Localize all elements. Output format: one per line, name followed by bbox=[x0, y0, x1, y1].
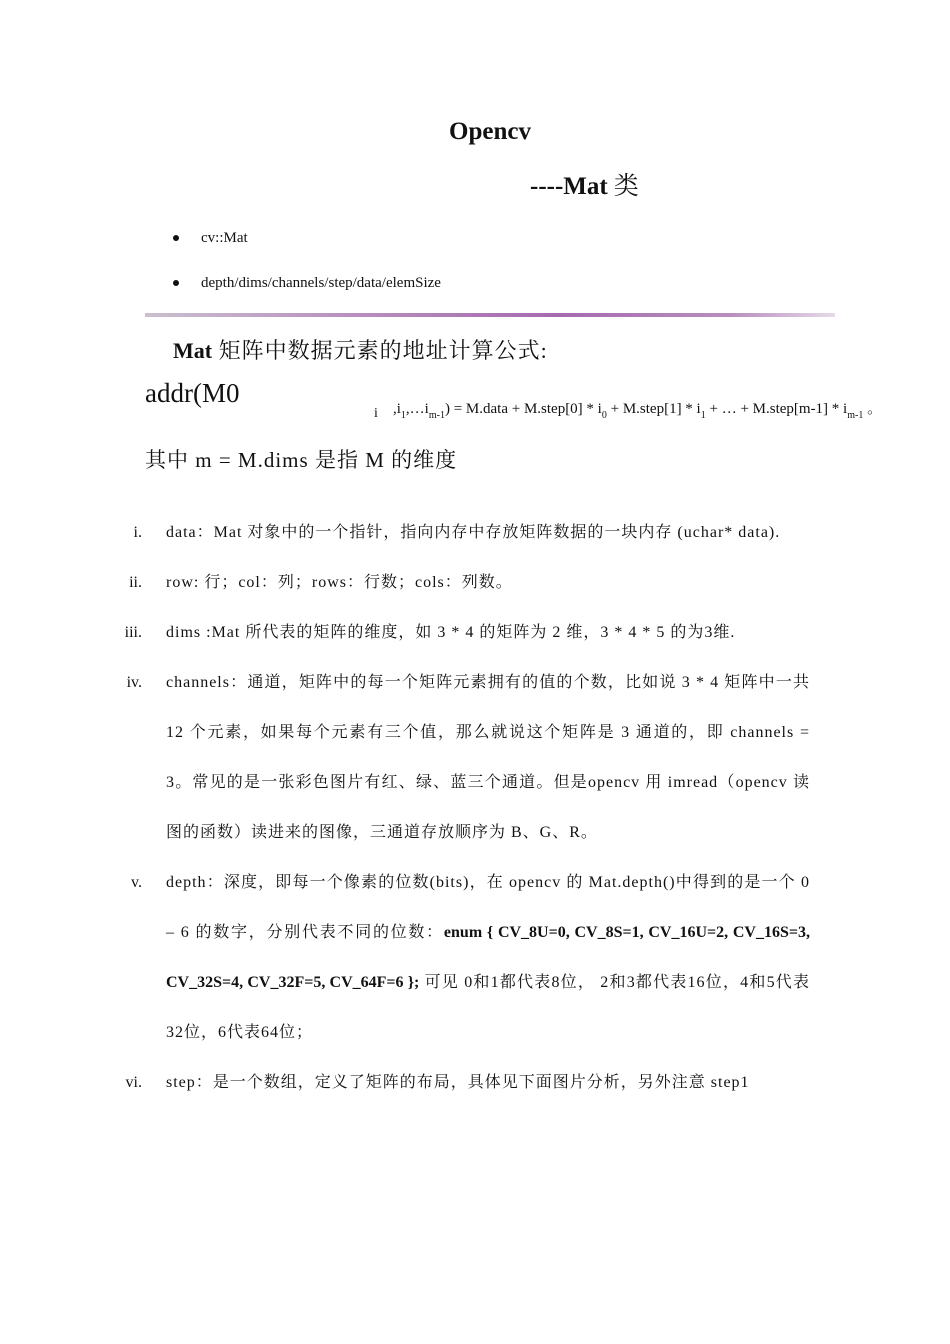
page-title: Opencv bbox=[449, 118, 531, 145]
formula-heading: Mat 矩阵中数据元素的地址计算公式: bbox=[173, 338, 548, 363]
list-item: depth/dims/channels/step/data/elemSize bbox=[170, 269, 441, 314]
section-divider bbox=[145, 313, 835, 317]
list-item bbox=[110, 508, 810, 558]
list-item bbox=[110, 608, 810, 658]
subtitle-cn: 类 bbox=[613, 173, 639, 200]
item-number: i. bbox=[133, 524, 142, 541]
page-subtitle bbox=[530, 166, 639, 202]
item-text: data：Mat 对象中的一个指针，指向内存中存放矩阵数据的一块内存 (uchar* data). bbox=[166, 524, 781, 541]
list-item: cv::Mat bbox=[170, 224, 441, 269]
formula-lhs: addr(M0 bbox=[145, 378, 240, 408]
address-formula bbox=[145, 378, 883, 428]
subtitle-bold: ----Mat bbox=[530, 173, 608, 200]
formula-expression: $,i_1,\dots i_{m-1}$) = M.data + M.step[0] * $i_0$ + M.step[1] * $i_1$ + … + M.step[m-1] * $i_{m-1}$ 。 bbox=[393, 401, 883, 421]
item-number: vi. bbox=[125, 1074, 142, 1091]
item-text: step：是一个数组，定义了矩阵的布局，具体见下面图片分析，另外注意 step1 bbox=[166, 1074, 750, 1091]
list-item bbox=[110, 858, 810, 1058]
item-number: v. bbox=[131, 874, 142, 891]
formula-index-i: i bbox=[374, 406, 378, 421]
item-text: channels：通道，矩阵中的每一个矩阵元素拥有的值的个数，比如说 3 * 4 矩阵中一共 12 个元素，如果每个元素有三个值，那么就说这个矩阵是 3 通道的，即 channels = 3。常见的是一张彩色图片有红、绿、蓝三个通道。但是opencv 用 imread（opencv 读图的函数）读进来的图像，三通道存放顺序为 B、G、R。 bbox=[166, 674, 810, 841]
item-number: ii. bbox=[129, 574, 142, 591]
list-item bbox=[110, 558, 810, 608]
item-number: iii. bbox=[124, 624, 142, 641]
formula-where-note: 其中 m = M.dims 是指 M 的维度 bbox=[145, 448, 458, 472]
item-text: dims :Mat 所代表的矩阵的维度，如 3 * 4 的矩阵为 2 维，3 * 4 * 5 的为3维. bbox=[166, 624, 736, 641]
item-text: row: 行；col：列；rows：行数；cols：列数。 bbox=[166, 574, 513, 591]
bullet-dot-icon bbox=[173, 235, 179, 241]
attribute-list bbox=[110, 508, 810, 1108]
bullet-dot-icon bbox=[173, 280, 179, 286]
list-item bbox=[110, 1058, 810, 1108]
item-number: iv. bbox=[126, 674, 142, 691]
list-item bbox=[110, 658, 810, 858]
item-text: depth：深度，即每一个像素的位数(bits)，在 opencv 的 Mat.depth()中得到的是一个 0 – 6 的数字，分别代表不同的位数：enum { CV_8U=0, CV_8S=1, CV_16U=2, CV_16S=3, CV_32S=4, CV_32F=5, CV_64F=6 }; 可见 0和1都代表8位， 2和3都代表16位，4和5代表32位，6代表64位； bbox=[166, 874, 810, 1041]
bullet-list bbox=[170, 224, 441, 314]
